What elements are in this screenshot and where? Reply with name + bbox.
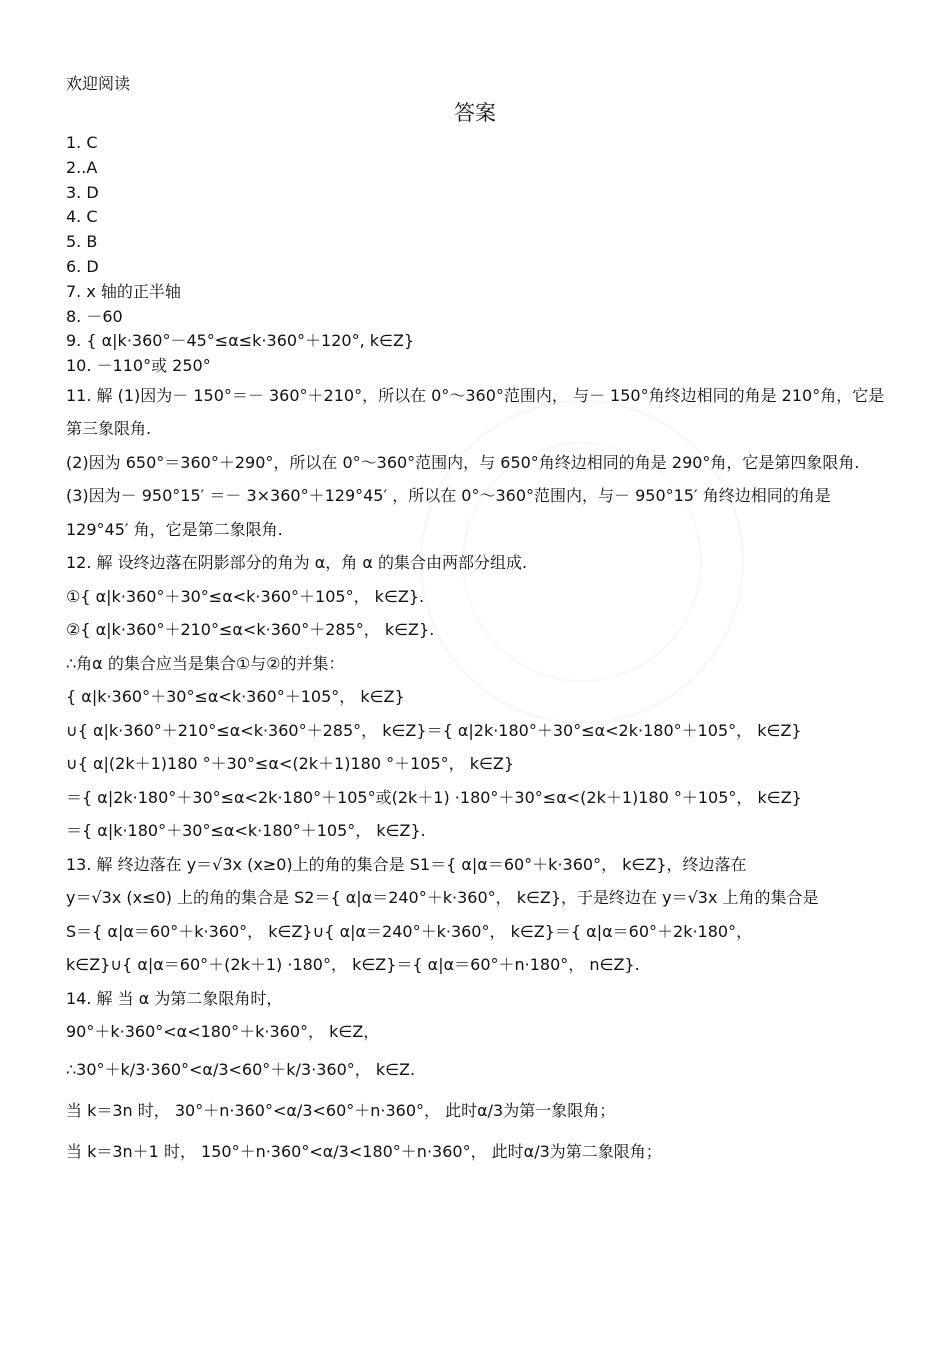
q13-line: S＝{ α|α＝60°＋k·360°， k∈Z}∪{ α|α＝240°＋k·360°， k∈Z}＝{ α|α＝60°＋2k·180°， — [66, 921, 753, 941]
answer-line: 1. C — [66, 133, 98, 152]
q12-line: ∪{ α|(2k＋1)180 °＋30°≤α<(2k＋1)180 °＋105°， k∈Z} — [66, 754, 515, 774]
q11-part2: (2)因为 650°＝360°＋290°，所以在 0°～360°范围内，与 650°角终边相同的角是 290°角，它是第四象限角. — [66, 452, 860, 472]
q12-line: 12. 解 设终边落在阴影部分的角为 α，角 α 的集合由两部分组成. — [66, 553, 528, 573]
answer-line: 9. { α|k·360°－45°≤α≤k·360°＋120°, k∈Z} — [66, 331, 415, 351]
q14-line: 14. 解 当 α 为第二象限角时， — [66, 988, 283, 1008]
answer-line: 6. D — [66, 256, 99, 276]
q12-line: { α|k·360°＋30°≤α<k·360°＋105°， k∈Z} — [66, 687, 405, 707]
q14-line: 当 k＝3n 时， 30°＋n·360°<α/3<60°＋n·360°， 此时α/3为第一象限角； — [66, 1100, 616, 1120]
q12-line: ∴角α 的集合应当是集合①与②的并集： — [66, 653, 345, 673]
answer-line: 10. －110°或 250° — [66, 356, 211, 376]
q14-line: ∴30°＋k/3·360°<α/3<60°＋k/3·360°， k∈Z. — [66, 1059, 416, 1079]
q14-line: 当 k＝3n＋1 时， 150°＋n·360°<α/3<180°＋n·360°， 此时α/3为第二象限角； — [66, 1141, 662, 1161]
q12-line: ＝{ α|2k·180°＋30°≤α<2k·180°＋105°或(2k＋1) ·180°＋30°≤α<(2k＋1)180 °＋105°， k∈Z} — [66, 787, 802, 807]
q12-line: ∪{ α|k·360°＋210°≤α<k·360°＋285°， k∈Z}＝{ α|2k·180°＋30°≤α<2k·180°＋105°， k∈Z} — [66, 720, 802, 740]
q13-line: k∈Z}∪{ α|α＝60°＋(2k＋1) ·180°， k∈Z}＝{ α|α＝60°＋n·180°， n∈Z}. — [66, 955, 640, 975]
answer-content — [66, 131, 886, 1172]
q11-part3: (3)因为－ 950°15′ ＝－ 3×360°＋129°45′ ，所以在 0°～360°范围内，与－ 950°15′ 角终边相同的角是 129°45′ 角，它是第二象限角. — [66, 486, 831, 539]
answer-line: 7. x 轴的正半轴 — [66, 281, 181, 301]
q11-part1: 11. 解 (1)因为－ 150°＝－ 360°＋210°，所以在 0°～360°范围内， 与－ 150°角终边相同的角是 210°角，它是第三象限角. — [66, 385, 885, 439]
answer-line: 8. －60 — [66, 306, 123, 326]
answer-line: 4. C — [66, 207, 98, 227]
q14-line: 90°＋k·360°<α<180°＋k·360°， k∈Z， — [66, 1022, 380, 1042]
page-header: 欢迎阅读 — [66, 74, 131, 93]
q13-line: 13. 解 终边落在 y＝√3x (x≥0)上的角的集合是 S1＝{ α|α＝60°＋k·360°， k∈Z}，终边落在 — [66, 854, 747, 874]
answer-line: 3. D — [66, 182, 99, 202]
q12-line: ②{ α|k·360°＋210°≤α<k·360°＋285°， k∈Z}. — [66, 620, 435, 640]
page-title: 答案 — [454, 101, 496, 125]
answer-line: 2..A — [66, 157, 98, 177]
answer-line: 5. B — [66, 232, 98, 252]
q13-line: y＝√3x (x≤0) 上的角的集合是 S2＝{ α|α＝240°＋k·360°， k∈Z}，于是终边在 y＝√3x 上角的集合是 — [66, 888, 819, 908]
q12-line: ①{ α|k·360°＋30°≤α<k·360°＋105°， k∈Z}. — [66, 586, 425, 606]
q12-line: ＝{ α|k·180°＋30°≤α<k·180°＋105°， k∈Z}. — [66, 821, 426, 841]
